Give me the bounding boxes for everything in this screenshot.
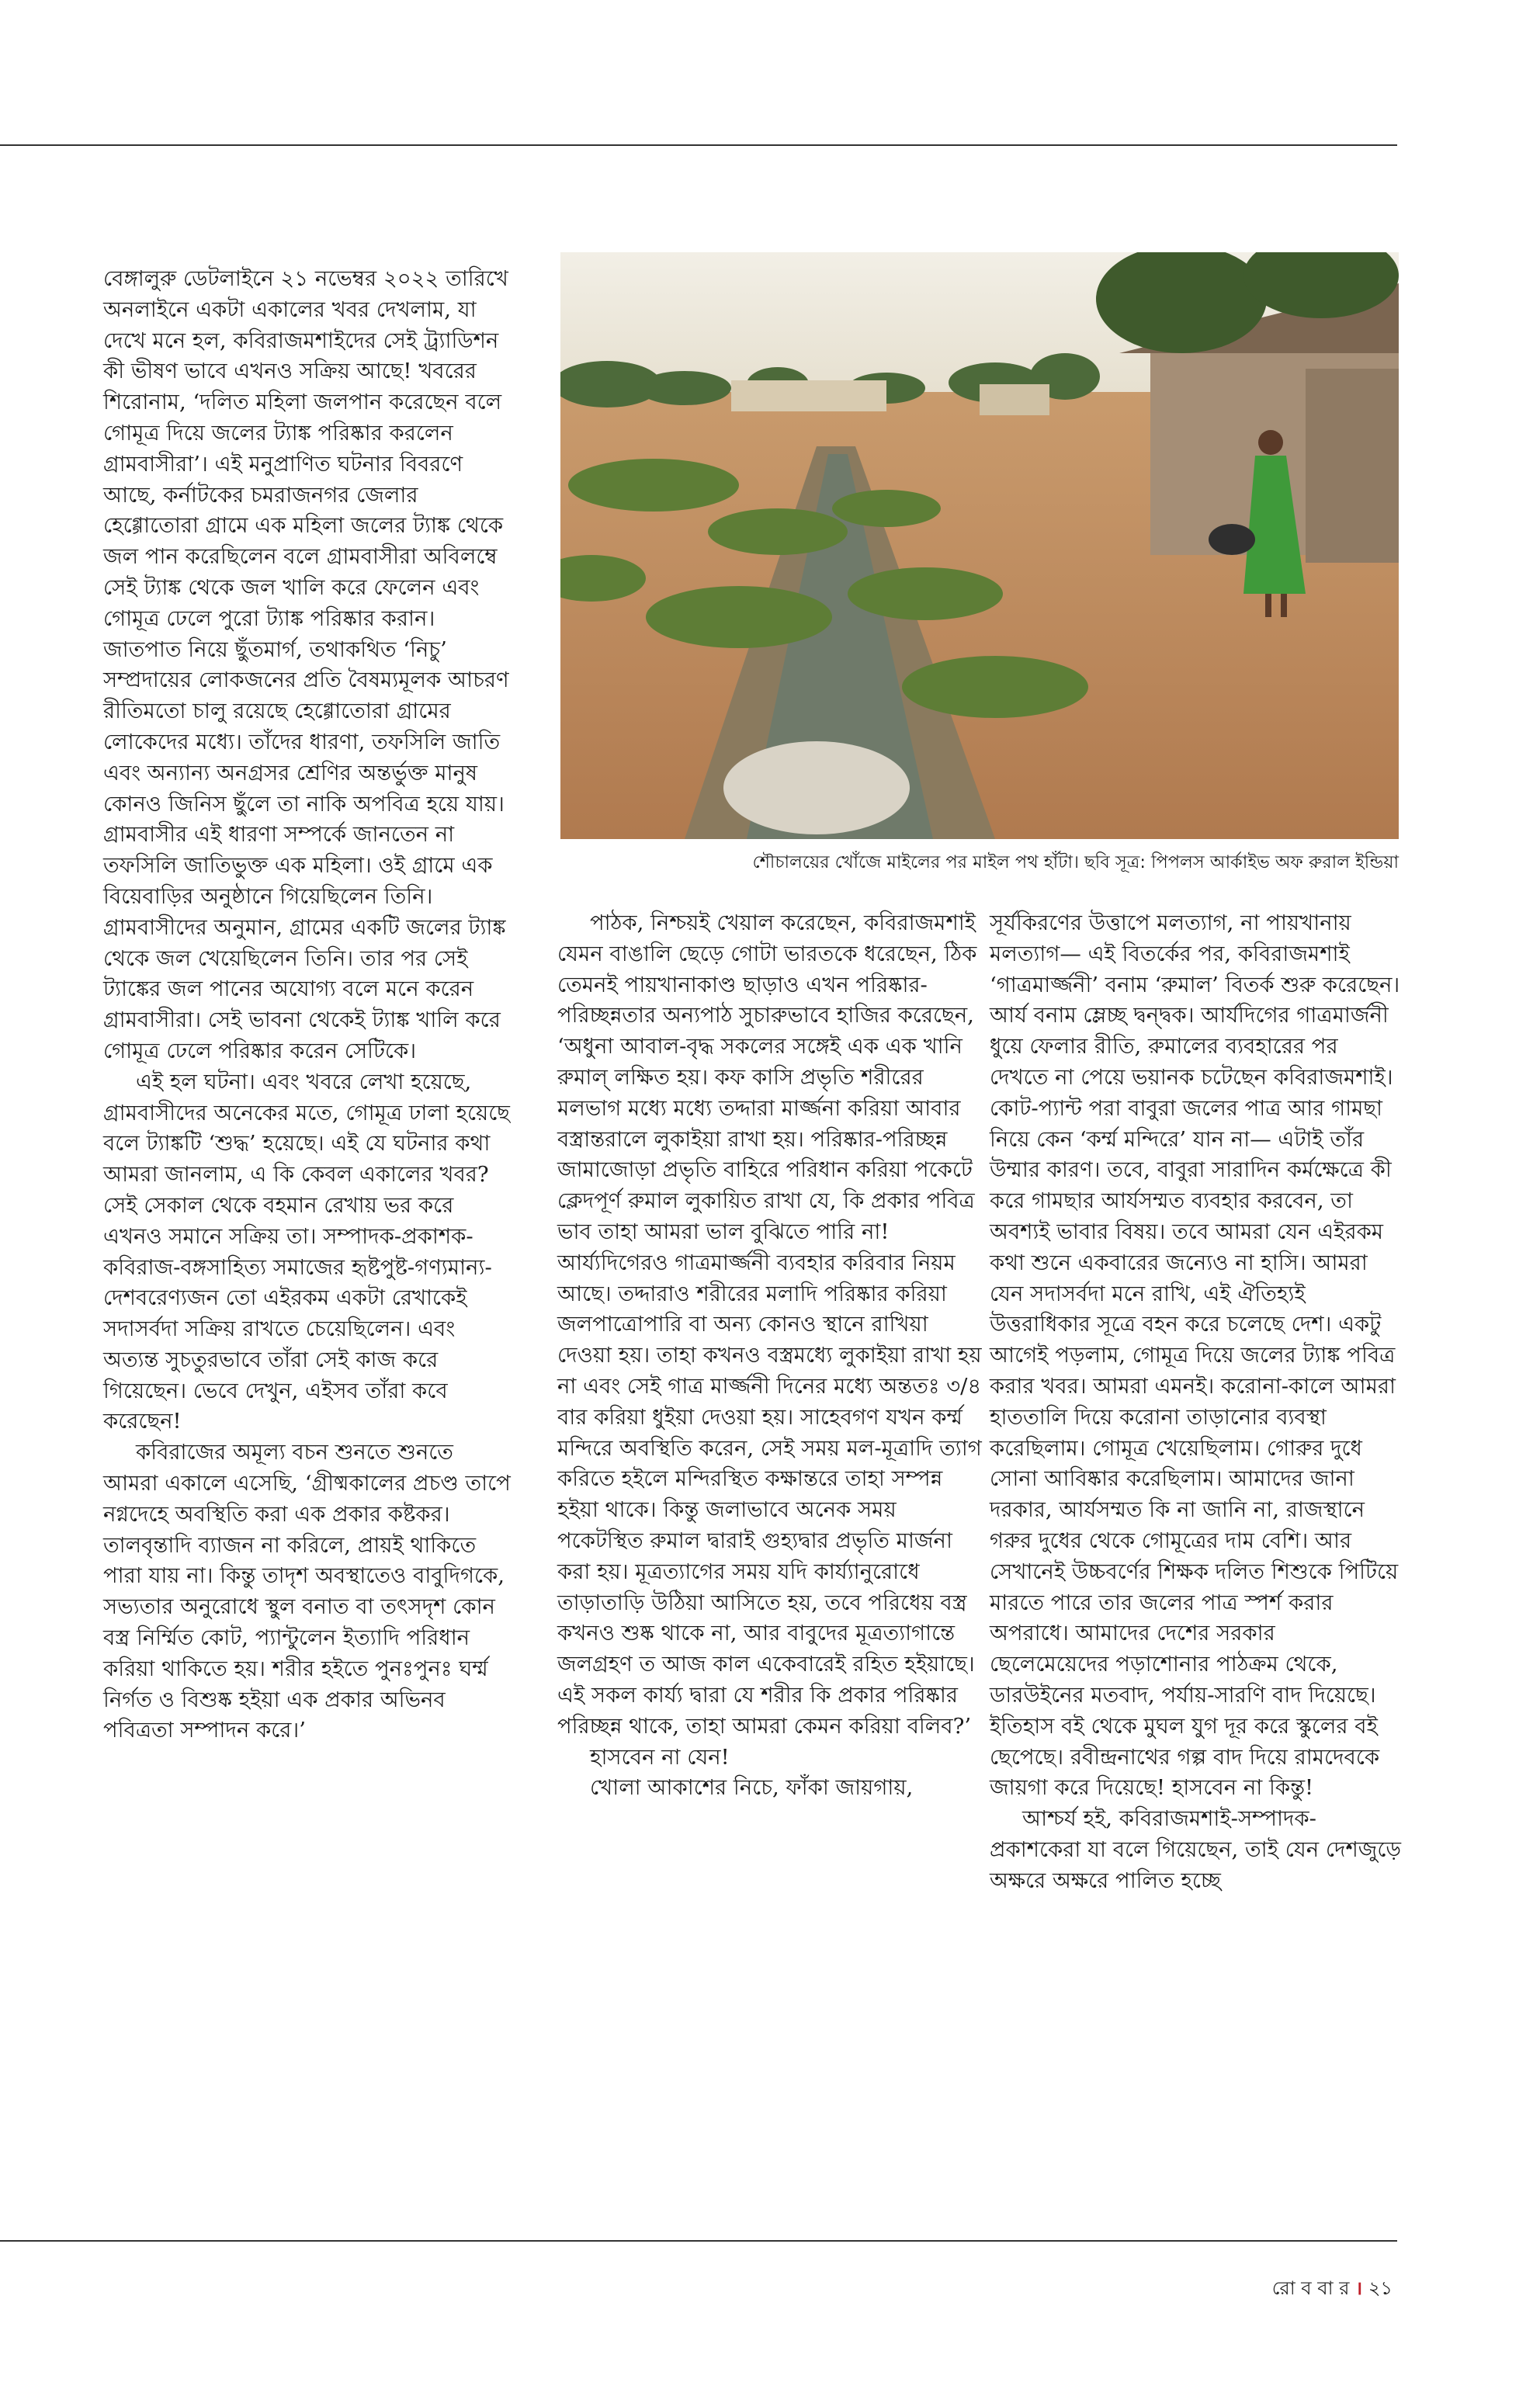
top-rule bbox=[0, 144, 1397, 146]
paragraph: এই হল ঘটনা। এবং খবরে লেখা হয়েছে, গ্রামবাসীদের অনেকের মতে, গোমূত্র ঢালা হয়েছে বলে ট্যাঙ্কটি ‘শুদ্ধ’ হয়েছে। এই যে ঘটনার কথা আমরা জানলাম, এ কি কেবল একালের খবর? সেই সেকাল থেকে বহমান রেখায় ভর করে এখনও সমানে সক্রিয় তা। সম্পাদক-প্রকাশক-কবিরাজ-বঙ্গসাহিত্য সমাজের হৃষ্টপুষ্ট-গণ্যমান্য-দেশবরেণ্যজন তো এইরকম একটা রেখাকেই সদাসর্বদা সক্রিয় রাখতে চেয়েছিলেন। এবং অত্যন্ত সুচতুরভাবে তাঁরা সেই কাজ করে গিয়েছেন। ভেবে দেখুন, এইসব তাঁরা কবে করেছেন! bbox=[103, 1069, 510, 1434]
page-footer bbox=[1272, 2274, 1393, 2305]
footer-separator: । bbox=[1355, 2277, 1363, 2299]
bottom-rule bbox=[0, 2240, 1397, 2242]
magazine-name: রো ব বা র bbox=[1271, 2277, 1350, 2299]
paragraph: বেঙ্গালুরু ডেটলাইনে ২১ নভেম্বর ২০২২ তারিখে অনলাইনে একটা একালের খবর দেখলাম, যা দেখে মনে হল, কবিরাজমশাইদের সেই ট্র্যাডিশন কী ভীষণ ভাবে এখনও সক্রিয় আছে! খবরের শিরোনাম, ‘দলিত মহিলা জলপান করেছেন বলে গোমূত্র দিয়ে জলের ট্যাঙ্ক পরিষ্কার করলেন গ্রামবাসীরা’। এই মনুপ্রাণিত ঘটনার বিবরণে আছে, কর্নাটকের চমরাজনগর জেলার হেগ্গোতোরা গ্রামে এক মহিলা জলের ট্যাঙ্ক থেকে জল পান করেছিলেন বলে গ্রামবাসীরা অবিলম্বে সেই ট্যাঙ্ক থেকে জল খালি করে ফেলেন এবং গোমূত্র ঢেলে পুরো ট্যাঙ্ক পরিষ্কার করান। জাতপাত নিয়ে ছুঁতমার্গ, তথাকথিত ‘নিচু’ সম্প্রদায়ের লোকজনের প্রতি বৈষম্যমূলক আচরণ রীতিমতো চালু রয়েছে হেগ্গোতোরা গ্রামের লোকেদের মধ্যে। তাঁদের ধারণা, তফসিলি জাতি এবং অন্যান্য অনগ্রসর শ্রেণির অন্তর্ভুক্ত মানুষ কোনও জিনিস ছুঁলে তা নাকি অপবিত্র হয়ে যায়। গ্রামবাসীর এই ধারণা সম্পর্কে জানতেন না তফসিলি জাতিভুক্ত এক মহিলা। ওই গ্রামে এক বিয়েবাড়ির অনুষ্ঠানে গিয়েছিলেন তিনি। গ্রামবাসীদের অনুমান, গ্রামের একটি জলের ট্যাঙ্ক থেকে জল খেয়েছিলেন তিনি। তার পর সেই ট্যাঙ্কের জল পানের অযোগ্য বলে মনে করেন গ্রামবাসীরা। সেই ভাবনা থেকেই ট্যাঙ্ক খালি করে গোমূত্র ঢেলে পরিষ্কার করেন সেটিকে। bbox=[103, 266, 509, 1063]
paragraph: আশ্চর্য হই, কবিরাজমশাই-সম্পাদক-প্রকাশকেরা যা বলে গিয়েছেন, তাই যেন দেশজুড়ে অক্ষরে অক্ষরে পালিত হচ্ছে bbox=[990, 1806, 1402, 1893]
paragraph: সূর্যকিরণের উত্তাপে মলত্যাগ, না পায়খানায় মলত্যাগ— এই বিতর্কের পর, কবিরাজমশাই ‘গাত্রমার্জ্জনী’ বনাম ‘রুমাল’ বিতর্ক শুরু করেছেন। আর্য বনাম ম্লেচ্ছ দ্বন্দ্বক। আর্যদিগের গাত্রমার্জনী ধুয়ে ফেলার রীতি, রুমালের ব্যবহারের পর দেখতে না পেয়ে ভয়ানক চটেছেন কবিরাজমশাই। কোট-প্যান্ট পরা বাবুরা জলের পাত্র আর গামছা নিয়ে কেন ‘কর্ম্ম মন্দিরে’ যান না— এটাই তাঁর উম্মার কারণ। তবে, বাবুরা সারাদিন কর্মক্ষেত্রে কী করে গামছার আর্যসম্মত ব্যবহার করবেন, তা অবশ্যই ভাবার বিষয়। তবে আমরা যেন এইরকম কথা শুনে একবারের জন্যেও না হাসি। আমরা যেন সদাসর্বদা মনে রাখি, এই ঐতিহ্যই উত্তরাধিকার সূত্রে বহন করে চলেছে দেশ। একটু আগেই পড়লাম, গোমূত্র দিয়ে জলের ট্যাঙ্ক পবিত্র করার খবর। আমরা এমনই। করোনা-কালে আমরা হাততালি দিয়ে করোনা তাড়ানোর ব্যবস্থা করেছিলাম। গোমূত্র খেয়েছিলাম। গোরুর দুধে সোনা আবিষ্কার করেছিলাম। আমাদের জানা দরকার, আর্যসম্মত কি না জানি না, রাজস্থানে গরুর দুধের থেকে গোমূত্রের দাম বেশি। আর সেখানেই উচ্চবর্ণের শিক্ষক দলিত শিশুকে পিটিয়ে মারতে পারে তার জলের পাত্র স্পর্শ করার অপরাধে। আমাদের দেশের সরকার ছেলেমেয়েদের পড়াশোনার পাঠক্রম থেকে, ডারউইনের মতবাদ, পর্যায়-সারণি বাদ দিয়েছে। ইতিহাস বই থেকে মুঘল যুগ দূর করে স্কুলের বই ছেপেছে। রবীন্দ্রনাথের গল্প বাদ দিয়ে রামদেবকে জায়গা করে দিয়েছে! হাসবেন না কিন্তু! bbox=[990, 910, 1400, 1801]
article-column-1 bbox=[103, 264, 513, 1746]
paragraph: খোলা আকাশের নিচে, ফাঁকা জায়গায়, bbox=[590, 1775, 914, 1801]
page-number: ২১ bbox=[1368, 2277, 1393, 2299]
article-column-3 bbox=[990, 908, 1401, 1897]
village-road-image bbox=[560, 252, 1399, 839]
paragraph: হাসবেন না যেন! bbox=[590, 1744, 730, 1770]
paragraph: কবিরাজের অমূল্য বচন শুনতে শুনতে আমরা একালে এসেছি, ‘গ্রীষ্মকালের প্রচণ্ড তাপে নগ্নদেহে অবস্থিতি করা এক প্রকার কষ্টকর। তালবৃন্তাদি ব্যাজন না করিলে, প্রায়ই থাকিতে পারা যায় না। কিন্তু তাদৃশ অবস্থাতেও বাবুদিগকে, সভ্যতার অনুরোধে স্থুল বনাত বা তৎসদৃশ কোন বস্ত্র নির্ম্মিত কোট, প্যান্টুলেন ইত্যাদি পরিধান করিয়া থাকিতে হয়। শরীর হইতে পুনঃপুনঃ ঘর্ম্ম নির্গত ও বিশুষ্ক হইয়া এক প্রকার অভিনব পবিত্রতা সম্পাদন করে।’ bbox=[103, 1440, 511, 1743]
photo-caption: শৌচালয়ের খোঁজে মাইলের পর মাইল পথ হাঁটা। ছবি সূত্র: পিপলস আর্কাইভ অফ রুরাল ইন্ডিয়া bbox=[752, 852, 1399, 872]
article-column-2 bbox=[557, 908, 983, 1804]
paragraph: পাঠক, নিশ্চয়ই খেয়াল করেছেন, কবিরাজমশাই যেমন বাঙালি ছেড়ে গোটা ভারতকে ধরেছেন, ঠিক তেমনই পায়খানাকাণ্ড ছাড়াও এখন পরিষ্কার-পরিচ্ছন্নতার অন্যপাঠ সুচারুভাবে হাজির করেছেন, ‘অধুনা আবাল-বৃদ্ধ সকলের সঙ্গেই এক এক খানি রুমাল্ লক্ষিত হয়। কফ কাসি প্রভৃতি শরীরের মলভাগ মধ্যে মধ্যে তদ্দারা মার্জ্জনা করিয়া আবার বস্ত্রান্তরালে লুকাইয়া রাখা হয়। পরিষ্কার-পরিচ্ছন্ন জামাজোড়া প্রভৃতি বাহিরে পরিধান করিয়া পকেটে ক্লেদপূর্ণ রুমাল লুকায়িত রাখা যে, কি প্রকার পবিত্র ভাব তাহা আমরা ভাল বুঝিতে পারি না! আর্য্যদিগেরও গাত্রমার্জ্জনী ব্যবহার করিবার নিয়ম আছে। তদ্দারাও শরীরের মলাদি পরিষ্কার করিয়া জলপাত্রোপারি বা অন্য কোনও স্থানে রাখিয়া দেওয়া হয়। তাহা কখনও বস্ত্রমধ্যে লুকাইয়া রাখা হয় না এবং সেই গাত্র মার্জ্জনী দিনের মধ্যে অন্ততঃ ৩/৪ বার করিয়া ধুইয়া দেওয়া হয়। সাহেবগণ যখন কর্ম্ম মন্দিরে অবস্থিতি করেন, সেই সময় মল-মূত্রাদি ত্যাগ করিতে হইলে মন্দিরস্থিত কক্ষান্তরে তাহা সম্পন্ন হইয়া থাকে। কিন্তু জলাভাবে অনেক সময় পকেটস্থিত রুমাল দ্বারাই গুহ্যদ্বার প্রভৃতি মার্জনা করা হয়। মূত্রত্যাগের সময় যদি কার্য্যানুরোধে তাড়াতাড়ি উঠিয়া আসিতে হয়, তবে পরিধেয় বস্ত্র কখনও শুষ্ক থাকে না, আর বাবুদের মূত্রত্যাগান্তে জলগ্রহণ ত আজ কাল একেবারেই রহিত হইয়াছে। এই সকল কার্য্য দ্বারা যে শরীর কি প্রকার পরিষ্কার পরিচ্ছন্ন থাকে, তাহা আমরা কেমন করিয়া বলিব?’ bbox=[557, 910, 982, 1739]
article-photo bbox=[560, 252, 1399, 839]
